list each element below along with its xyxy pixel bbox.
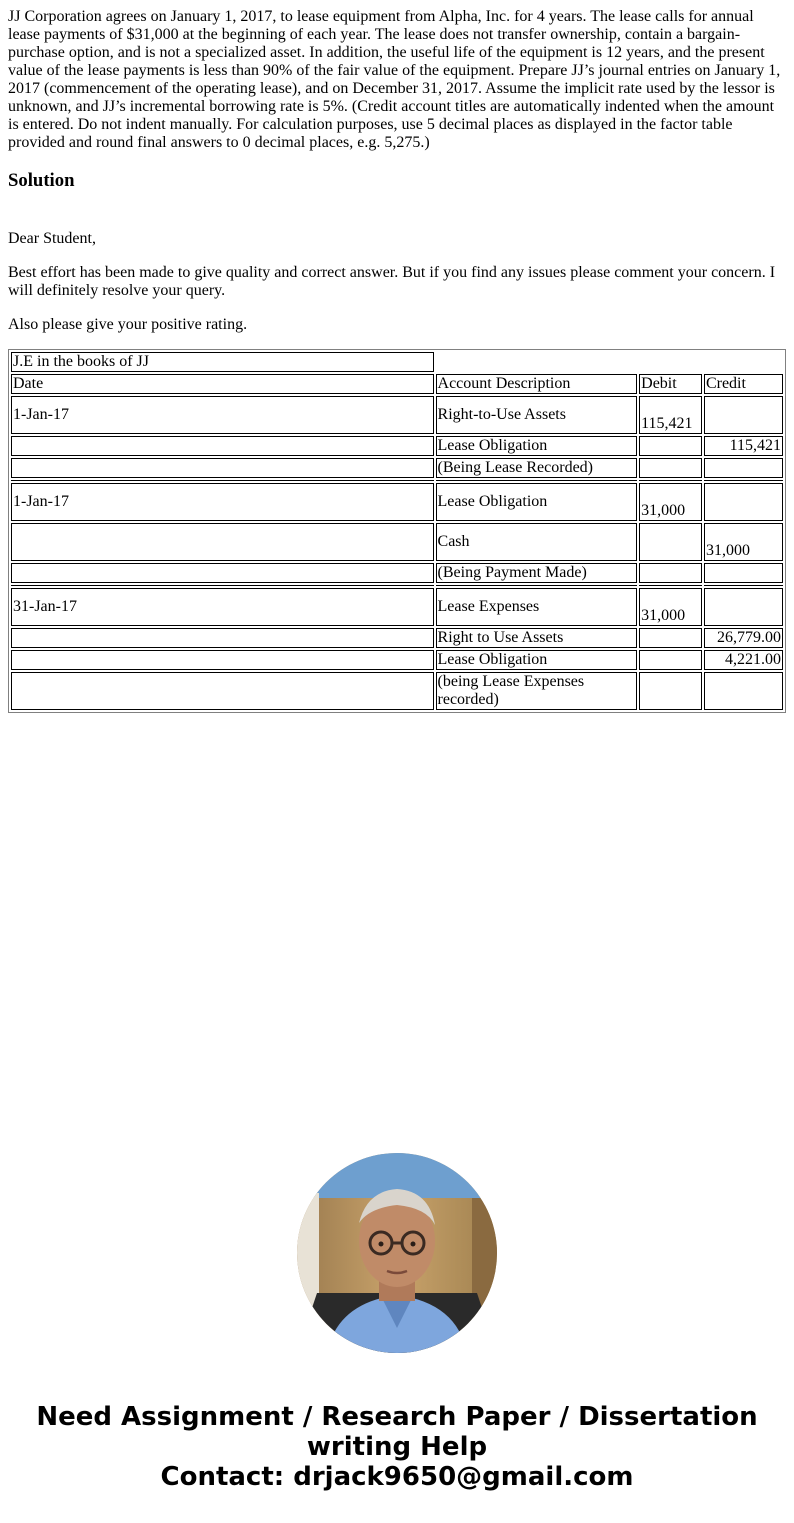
row-date <box>11 628 434 648</box>
row-credit <box>704 483 783 521</box>
row-debit <box>639 436 702 456</box>
row-credit: 26,779.00 <box>704 628 783 648</box>
table-row <box>11 436 783 456</box>
row-account: Lease Obligation <box>436 436 638 456</box>
table-header-row <box>11 374 783 394</box>
row-debit: 31,000 <box>639 483 702 521</box>
row-debit <box>639 650 702 670</box>
question-text: JJ Corporation agrees on January 1, 2017, to lease equipment from Alpha, Inc. for 4 years. The lease calls for annual lease payments of $31,000 at the beginning of each year. The lease does not transfer ownership, contain a bargain-purchase option, and is not a specialized asset. In addition, the useful life of the equipment is 12 years, and the present value of the lease payments is less than 90% of the fair value of the equipment. Prepare JJ’s journal entries on January 1, 2017 (commencement of the operating lease), and on December 31, 2017. Assume the implicit rate used by the lessor is unknown, and JJ’s incremental borrowing rate is 5%. (Credit account titles are automatically indented when the amount is entered. Do not indent manually. For calculation purposes, use 5 decimal places as displayed in the factor table provided and round final answers to 0 decimal places, e.g. 5,275.) <box>8 8 781 151</box>
table-row <box>11 650 783 670</box>
row-debit <box>639 563 702 583</box>
table-row <box>11 672 783 710</box>
row-account: Lease Obligation <box>436 650 638 670</box>
table-separator <box>11 585 783 586</box>
row-account: Lease Obligation <box>436 483 638 521</box>
answer-content <box>8 8 786 334</box>
row-date <box>11 563 434 583</box>
header-debit: Debit <box>639 374 702 394</box>
row-credit <box>704 672 783 710</box>
rating-request: Also please give your positive rating. <box>8 316 248 333</box>
row-account: (Being Payment Made) <box>436 563 638 583</box>
header-date: Date <box>11 374 434 394</box>
quality-note: Best effort has been made to give quality and correct answer. But if you find any issues please comment your concern. I will definitely resolve your query. <box>8 264 776 299</box>
row-date: 1-Jan-17 <box>11 396 434 434</box>
table-row <box>11 483 783 521</box>
row-account: (being Lease Expenses recorded) <box>436 672 638 710</box>
row-account: (Being Lease Recorded) <box>436 458 638 478</box>
row-credit <box>704 588 783 626</box>
row-credit <box>704 563 783 583</box>
row-date <box>11 650 434 670</box>
promo-contact: Contact: drjack9650@gmail.com <box>160 1462 634 1492</box>
table-separator <box>11 480 783 481</box>
table-caption: J.E in the books of JJ <box>11 352 434 372</box>
row-account: Lease Expenses <box>436 588 638 626</box>
row-account: Right-to-Use Assets <box>436 396 638 434</box>
author-avatar <box>297 1153 497 1353</box>
row-credit: 115,421 <box>704 436 783 456</box>
table-caption-row <box>11 352 783 372</box>
row-debit: 115,421 <box>639 396 702 434</box>
promo-line-1: Need Assignment / Research Paper / Dissertation <box>36 1402 758 1432</box>
row-date: 1-Jan-17 <box>11 483 434 521</box>
promo-line-2: writing Help <box>306 1432 488 1462</box>
greeting-text: Dear Student, <box>8 230 96 247</box>
row-debit <box>639 628 702 648</box>
table-row <box>11 628 783 648</box>
row-credit: 31,000 <box>704 523 783 561</box>
table-row <box>11 458 783 478</box>
row-credit <box>704 396 783 434</box>
table-row <box>11 563 783 583</box>
table-row <box>11 396 783 434</box>
journal-entry-table <box>8 349 786 713</box>
row-date <box>11 523 434 561</box>
header-credit: Credit <box>704 374 783 394</box>
row-date <box>11 458 434 478</box>
row-date: 31-Jan-17 <box>11 588 434 626</box>
row-debit <box>639 672 702 710</box>
row-account: Cash <box>436 523 638 561</box>
row-credit <box>704 458 783 478</box>
header-account: Account Description <box>436 374 638 394</box>
row-date <box>11 672 434 710</box>
author-portrait-icon <box>297 1153 497 1353</box>
row-debit <box>639 523 702 561</box>
solution-heading: Solution <box>8 170 75 191</box>
row-debit: 31,000 <box>639 588 702 626</box>
table-row <box>11 588 783 626</box>
promo-banner <box>0 1402 794 1492</box>
row-credit: 4,221.00 <box>704 650 783 670</box>
row-date <box>11 436 434 456</box>
row-account: Right to Use Assets <box>436 628 638 648</box>
table-row <box>11 523 783 561</box>
row-debit <box>639 458 702 478</box>
